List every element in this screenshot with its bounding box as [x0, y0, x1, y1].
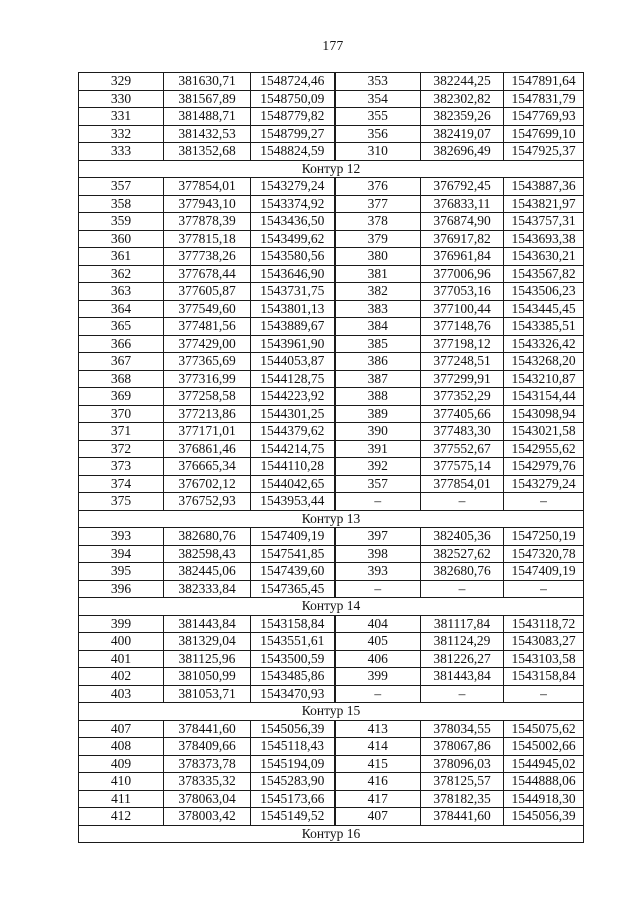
right-point-number: 391 — [335, 440, 421, 458]
right-y-coordinate: 1547250,19 — [504, 528, 584, 546]
right-x-coordinate: 382680,76 — [421, 563, 504, 581]
right-point-number: 376 — [335, 178, 421, 196]
left-point-number: 333 — [79, 143, 164, 161]
table-row — [79, 720, 584, 738]
left-y-coordinate: 1547365,45 — [251, 580, 335, 598]
left-x-coordinate: 378063,04 — [164, 790, 251, 808]
right-x-coordinate: 381443,84 — [421, 668, 504, 686]
right-y-coordinate: 1543021,58 — [504, 423, 584, 441]
right-point-number: 399 — [335, 668, 421, 686]
left-point-number: 363 — [79, 283, 164, 301]
left-y-coordinate: 1543953,44 — [251, 493, 335, 511]
left-x-coordinate: 381630,71 — [164, 73, 251, 91]
right-point-number: 381 — [335, 265, 421, 283]
left-point-number: 369 — [79, 388, 164, 406]
left-point-number: 371 — [79, 423, 164, 441]
table-row — [79, 90, 584, 108]
right-point-number: 416 — [335, 773, 421, 791]
right-point-number: 377 — [335, 195, 421, 213]
right-point-number: 386 — [335, 353, 421, 371]
coordinates-table-body — [79, 73, 584, 843]
contour-header-row — [79, 598, 584, 616]
right-point-number: 417 — [335, 790, 421, 808]
left-point-number: 361 — [79, 248, 164, 266]
right-y-coordinate: 1543567,82 — [504, 265, 584, 283]
left-point-number: 403 — [79, 685, 164, 703]
right-point-number: 388 — [335, 388, 421, 406]
left-x-coordinate: 381053,71 — [164, 685, 251, 703]
left-point-number: 370 — [79, 405, 164, 423]
right-x-coordinate: 378067,86 — [421, 738, 504, 756]
left-x-coordinate: 377549,60 — [164, 300, 251, 318]
right-x-coordinate: 382419,07 — [421, 125, 504, 143]
table-row — [79, 318, 584, 336]
table-row — [79, 230, 584, 248]
left-point-number: 358 — [79, 195, 164, 213]
left-point-number: 407 — [79, 720, 164, 738]
contour-header-row — [79, 510, 584, 528]
right-y-coordinate: 1547320,78 — [504, 545, 584, 563]
right-x-coordinate: 378096,03 — [421, 755, 504, 773]
left-y-coordinate: 1545149,52 — [251, 808, 335, 826]
right-point-number: – — [335, 685, 421, 703]
left-y-coordinate: 1547541,85 — [251, 545, 335, 563]
right-y-coordinate: 1543268,20 — [504, 353, 584, 371]
contour-label: Контур 14 — [79, 598, 584, 616]
left-x-coordinate: 381432,53 — [164, 125, 251, 143]
table-row — [79, 178, 584, 196]
right-x-coordinate: 382527,62 — [421, 545, 504, 563]
left-x-coordinate: 377878,39 — [164, 213, 251, 231]
right-point-number: – — [335, 580, 421, 598]
left-x-coordinate: 378441,60 — [164, 720, 251, 738]
left-y-coordinate: 1544301,25 — [251, 405, 335, 423]
right-y-coordinate: 1543118,72 — [504, 615, 584, 633]
table-row — [79, 248, 584, 266]
left-y-coordinate: 1545056,39 — [251, 720, 335, 738]
table-row — [79, 755, 584, 773]
right-x-coordinate: – — [421, 685, 504, 703]
left-point-number: 408 — [79, 738, 164, 756]
right-x-coordinate: 382359,26 — [421, 108, 504, 126]
table-row — [79, 668, 584, 686]
left-y-coordinate: 1545194,09 — [251, 755, 335, 773]
table-row — [79, 143, 584, 161]
left-point-number: 372 — [79, 440, 164, 458]
left-point-number: 412 — [79, 808, 164, 826]
table-row — [79, 440, 584, 458]
left-x-coordinate: 377258,58 — [164, 388, 251, 406]
right-y-coordinate: 1543630,21 — [504, 248, 584, 266]
table-row — [79, 265, 584, 283]
right-y-coordinate: 1543103,58 — [504, 650, 584, 668]
table-row — [79, 370, 584, 388]
right-point-number: 379 — [335, 230, 421, 248]
table-row — [79, 650, 584, 668]
left-point-number: 409 — [79, 755, 164, 773]
contour-label: Контур 12 — [79, 160, 584, 178]
right-x-coordinate: – — [421, 493, 504, 511]
left-y-coordinate: 1543961,90 — [251, 335, 335, 353]
left-y-coordinate: 1545283,90 — [251, 773, 335, 791]
right-y-coordinate: 1543887,36 — [504, 178, 584, 196]
right-point-number: 356 — [335, 125, 421, 143]
left-y-coordinate: 1544053,87 — [251, 353, 335, 371]
right-y-coordinate: 1544945,02 — [504, 755, 584, 773]
table-row — [79, 580, 584, 598]
left-y-coordinate: 1543801,13 — [251, 300, 335, 318]
left-x-coordinate: 382680,76 — [164, 528, 251, 546]
left-x-coordinate: 377605,87 — [164, 283, 251, 301]
left-y-coordinate: 1544214,75 — [251, 440, 335, 458]
right-point-number: 390 — [335, 423, 421, 441]
right-point-number: 413 — [335, 720, 421, 738]
right-x-coordinate: 377552,67 — [421, 440, 504, 458]
left-x-coordinate: 377316,99 — [164, 370, 251, 388]
right-point-number: 404 — [335, 615, 421, 633]
left-point-number: 374 — [79, 475, 164, 493]
table-row — [79, 545, 584, 563]
right-point-number: 414 — [335, 738, 421, 756]
right-x-coordinate: 377248,51 — [421, 353, 504, 371]
left-y-coordinate: 1543374,92 — [251, 195, 335, 213]
left-x-coordinate: 376702,12 — [164, 475, 251, 493]
right-y-coordinate: 1543083,27 — [504, 633, 584, 651]
right-point-number: 353 — [335, 73, 421, 91]
left-point-number: 359 — [79, 213, 164, 231]
right-point-number: 382 — [335, 283, 421, 301]
table-row — [79, 300, 584, 318]
right-point-number: – — [335, 493, 421, 511]
left-x-coordinate: 381352,68 — [164, 143, 251, 161]
left-point-number: 399 — [79, 615, 164, 633]
right-x-coordinate: 376792,45 — [421, 178, 504, 196]
left-point-number: 357 — [79, 178, 164, 196]
right-y-coordinate: 1544918,30 — [504, 790, 584, 808]
right-x-coordinate: 381226,27 — [421, 650, 504, 668]
right-point-number: 383 — [335, 300, 421, 318]
left-y-coordinate: 1544223,92 — [251, 388, 335, 406]
right-y-coordinate: 1543821,97 — [504, 195, 584, 213]
table-row — [79, 458, 584, 476]
left-point-number: 400 — [79, 633, 164, 651]
right-x-coordinate: 377575,14 — [421, 458, 504, 476]
right-point-number: 310 — [335, 143, 421, 161]
table-row — [79, 125, 584, 143]
right-x-coordinate: 378441,60 — [421, 808, 504, 826]
left-point-number: 396 — [79, 580, 164, 598]
right-x-coordinate: 377299,91 — [421, 370, 504, 388]
right-y-coordinate: 1543158,84 — [504, 668, 584, 686]
left-x-coordinate: 377171,01 — [164, 423, 251, 441]
left-x-coordinate: 381488,71 — [164, 108, 251, 126]
right-x-coordinate: 376874,90 — [421, 213, 504, 231]
right-x-coordinate: 378125,57 — [421, 773, 504, 791]
right-x-coordinate: 382302,82 — [421, 90, 504, 108]
table-row — [79, 615, 584, 633]
right-x-coordinate: 382244,25 — [421, 73, 504, 91]
contour-header-row — [79, 703, 584, 721]
right-point-number: 380 — [335, 248, 421, 266]
left-x-coordinate: 377365,69 — [164, 353, 251, 371]
right-y-coordinate: 1545002,66 — [504, 738, 584, 756]
right-point-number: 389 — [335, 405, 421, 423]
right-x-coordinate: 377198,12 — [421, 335, 504, 353]
right-x-coordinate: 377006,96 — [421, 265, 504, 283]
left-y-coordinate: 1543436,50 — [251, 213, 335, 231]
right-point-number: 398 — [335, 545, 421, 563]
left-point-number: 393 — [79, 528, 164, 546]
left-point-number: 375 — [79, 493, 164, 511]
right-point-number: 385 — [335, 335, 421, 353]
right-x-coordinate: 377148,76 — [421, 318, 504, 336]
page-number: 177 — [322, 38, 344, 53]
table-row — [79, 335, 584, 353]
left-y-coordinate: 1543499,62 — [251, 230, 335, 248]
right-x-coordinate: 381124,29 — [421, 633, 504, 651]
right-y-coordinate: 1547925,37 — [504, 143, 584, 161]
right-x-coordinate: 382696,49 — [421, 143, 504, 161]
left-y-coordinate: 1547409,19 — [251, 528, 335, 546]
left-y-coordinate: 1543470,93 — [251, 685, 335, 703]
left-y-coordinate: 1548724,46 — [251, 73, 335, 91]
left-y-coordinate: 1545173,66 — [251, 790, 335, 808]
right-x-coordinate: 377405,66 — [421, 405, 504, 423]
right-y-coordinate: 1543693,38 — [504, 230, 584, 248]
right-x-coordinate: 378182,35 — [421, 790, 504, 808]
right-y-coordinate: – — [504, 580, 584, 598]
table-row — [79, 808, 584, 826]
table-row — [79, 563, 584, 581]
right-y-coordinate: 1543326,42 — [504, 335, 584, 353]
left-point-number: 362 — [79, 265, 164, 283]
table-row — [79, 685, 584, 703]
right-y-coordinate: 1547769,93 — [504, 108, 584, 126]
left-y-coordinate: 1544110,28 — [251, 458, 335, 476]
left-y-coordinate: 1543551,61 — [251, 633, 335, 651]
left-y-coordinate: 1548779,82 — [251, 108, 335, 126]
left-point-number: 395 — [79, 563, 164, 581]
right-x-coordinate: – — [421, 580, 504, 598]
left-y-coordinate: 1543485,86 — [251, 668, 335, 686]
left-x-coordinate: 377213,86 — [164, 405, 251, 423]
right-x-coordinate: 376961,84 — [421, 248, 504, 266]
table-row — [79, 493, 584, 511]
table-row — [79, 283, 584, 301]
table-row — [79, 388, 584, 406]
left-x-coordinate: 377738,26 — [164, 248, 251, 266]
right-x-coordinate: 378034,55 — [421, 720, 504, 738]
right-y-coordinate: 1547699,10 — [504, 125, 584, 143]
left-x-coordinate: 381329,04 — [164, 633, 251, 651]
contour-label: Контур 13 — [79, 510, 584, 528]
table-row — [79, 73, 584, 91]
left-point-number: 411 — [79, 790, 164, 808]
right-y-coordinate: 1547891,64 — [504, 73, 584, 91]
right-y-coordinate: 1543445,45 — [504, 300, 584, 318]
table-row — [79, 423, 584, 441]
left-point-number: 402 — [79, 668, 164, 686]
table-row — [79, 405, 584, 423]
right-y-coordinate: 1547409,19 — [504, 563, 584, 581]
left-x-coordinate: 382333,84 — [164, 580, 251, 598]
left-x-coordinate: 382598,43 — [164, 545, 251, 563]
right-point-number: 415 — [335, 755, 421, 773]
left-y-coordinate: 1544128,75 — [251, 370, 335, 388]
right-point-number: 393 — [335, 563, 421, 581]
right-point-number: 378 — [335, 213, 421, 231]
left-y-coordinate: 1547439,60 — [251, 563, 335, 581]
right-point-number: 397 — [335, 528, 421, 546]
contour-label: Контур 15 — [79, 703, 584, 721]
right-y-coordinate: 1547831,79 — [504, 90, 584, 108]
left-x-coordinate: 376665,34 — [164, 458, 251, 476]
left-x-coordinate: 378003,42 — [164, 808, 251, 826]
contour-label: Контур 16 — [79, 825, 584, 843]
right-point-number: 384 — [335, 318, 421, 336]
left-x-coordinate: 377481,56 — [164, 318, 251, 336]
right-x-coordinate: 377352,29 — [421, 388, 504, 406]
right-y-coordinate: – — [504, 685, 584, 703]
right-y-coordinate: 1545056,39 — [504, 808, 584, 826]
right-x-coordinate: 376917,82 — [421, 230, 504, 248]
right-y-coordinate: 1543154,44 — [504, 388, 584, 406]
right-x-coordinate: 377053,16 — [421, 283, 504, 301]
left-point-number: 366 — [79, 335, 164, 353]
left-y-coordinate: 1543646,90 — [251, 265, 335, 283]
table-row — [79, 738, 584, 756]
left-y-coordinate: 1543500,59 — [251, 650, 335, 668]
left-x-coordinate: 376861,46 — [164, 440, 251, 458]
left-x-coordinate: 381125,96 — [164, 650, 251, 668]
left-y-coordinate: 1544379,62 — [251, 423, 335, 441]
left-y-coordinate: 1548799,27 — [251, 125, 335, 143]
left-x-coordinate: 377815,18 — [164, 230, 251, 248]
left-point-number: 364 — [79, 300, 164, 318]
left-y-coordinate: 1545118,43 — [251, 738, 335, 756]
table-row — [79, 213, 584, 231]
left-x-coordinate: 378335,32 — [164, 773, 251, 791]
left-point-number: 329 — [79, 73, 164, 91]
left-x-coordinate: 378373,78 — [164, 755, 251, 773]
right-y-coordinate: 1543506,23 — [504, 283, 584, 301]
contour-header-row — [79, 825, 584, 843]
right-point-number: 387 — [335, 370, 421, 388]
left-x-coordinate: 378409,66 — [164, 738, 251, 756]
left-y-coordinate: 1543731,75 — [251, 283, 335, 301]
table-row — [79, 773, 584, 791]
right-y-coordinate: 1543757,31 — [504, 213, 584, 231]
left-point-number: 410 — [79, 773, 164, 791]
left-x-coordinate: 377854,01 — [164, 178, 251, 196]
left-y-coordinate: 1548750,09 — [251, 90, 335, 108]
table-row — [79, 790, 584, 808]
left-point-number: 331 — [79, 108, 164, 126]
left-x-coordinate: 381443,84 — [164, 615, 251, 633]
right-y-coordinate: 1545075,62 — [504, 720, 584, 738]
right-point-number: 405 — [335, 633, 421, 651]
right-point-number: 407 — [335, 808, 421, 826]
right-y-coordinate: – — [504, 493, 584, 511]
table-row — [79, 528, 584, 546]
right-y-coordinate: 1544888,06 — [504, 773, 584, 791]
left-x-coordinate: 381567,89 — [164, 90, 251, 108]
right-x-coordinate: 381117,84 — [421, 615, 504, 633]
right-point-number: 357 — [335, 475, 421, 493]
left-x-coordinate: 376752,93 — [164, 493, 251, 511]
right-x-coordinate: 376833,11 — [421, 195, 504, 213]
table-row — [79, 475, 584, 493]
left-point-number: 373 — [79, 458, 164, 476]
left-x-coordinate: 377943,10 — [164, 195, 251, 213]
table-row — [79, 633, 584, 651]
left-y-coordinate: 1543279,24 — [251, 178, 335, 196]
right-y-coordinate: 1542955,62 — [504, 440, 584, 458]
table-row — [79, 108, 584, 126]
contour-header-row — [79, 160, 584, 178]
right-y-coordinate: 1543279,24 — [504, 475, 584, 493]
table-row — [79, 353, 584, 371]
left-point-number: 360 — [79, 230, 164, 248]
right-point-number: 355 — [335, 108, 421, 126]
left-y-coordinate: 1548824,59 — [251, 143, 335, 161]
left-point-number: 365 — [79, 318, 164, 336]
right-point-number: 406 — [335, 650, 421, 668]
right-y-coordinate: 1542979,76 — [504, 458, 584, 476]
left-x-coordinate: 382445,06 — [164, 563, 251, 581]
left-point-number: 367 — [79, 353, 164, 371]
right-point-number: 354 — [335, 90, 421, 108]
left-point-number: 330 — [79, 90, 164, 108]
left-point-number: 368 — [79, 370, 164, 388]
left-x-coordinate: 381050,99 — [164, 668, 251, 686]
left-x-coordinate: 377678,44 — [164, 265, 251, 283]
left-point-number: 401 — [79, 650, 164, 668]
right-x-coordinate: 377100,44 — [421, 300, 504, 318]
right-y-coordinate: 1543385,51 — [504, 318, 584, 336]
right-y-coordinate: 1543098,94 — [504, 405, 584, 423]
right-x-coordinate: 377854,01 — [421, 475, 504, 493]
right-x-coordinate: 377483,30 — [421, 423, 504, 441]
left-x-coordinate: 377429,00 — [164, 335, 251, 353]
table-row — [79, 195, 584, 213]
right-point-number: 392 — [335, 458, 421, 476]
right-y-coordinate: 1543210,87 — [504, 370, 584, 388]
right-x-coordinate: 382405,36 — [421, 528, 504, 546]
left-y-coordinate: 1543889,67 — [251, 318, 335, 336]
left-y-coordinate: 1544042,65 — [251, 475, 335, 493]
left-point-number: 394 — [79, 545, 164, 563]
coordinates-table — [78, 72, 584, 843]
left-y-coordinate: 1543580,56 — [251, 248, 335, 266]
left-point-number: 332 — [79, 125, 164, 143]
left-y-coordinate: 1543158,84 — [251, 615, 335, 633]
